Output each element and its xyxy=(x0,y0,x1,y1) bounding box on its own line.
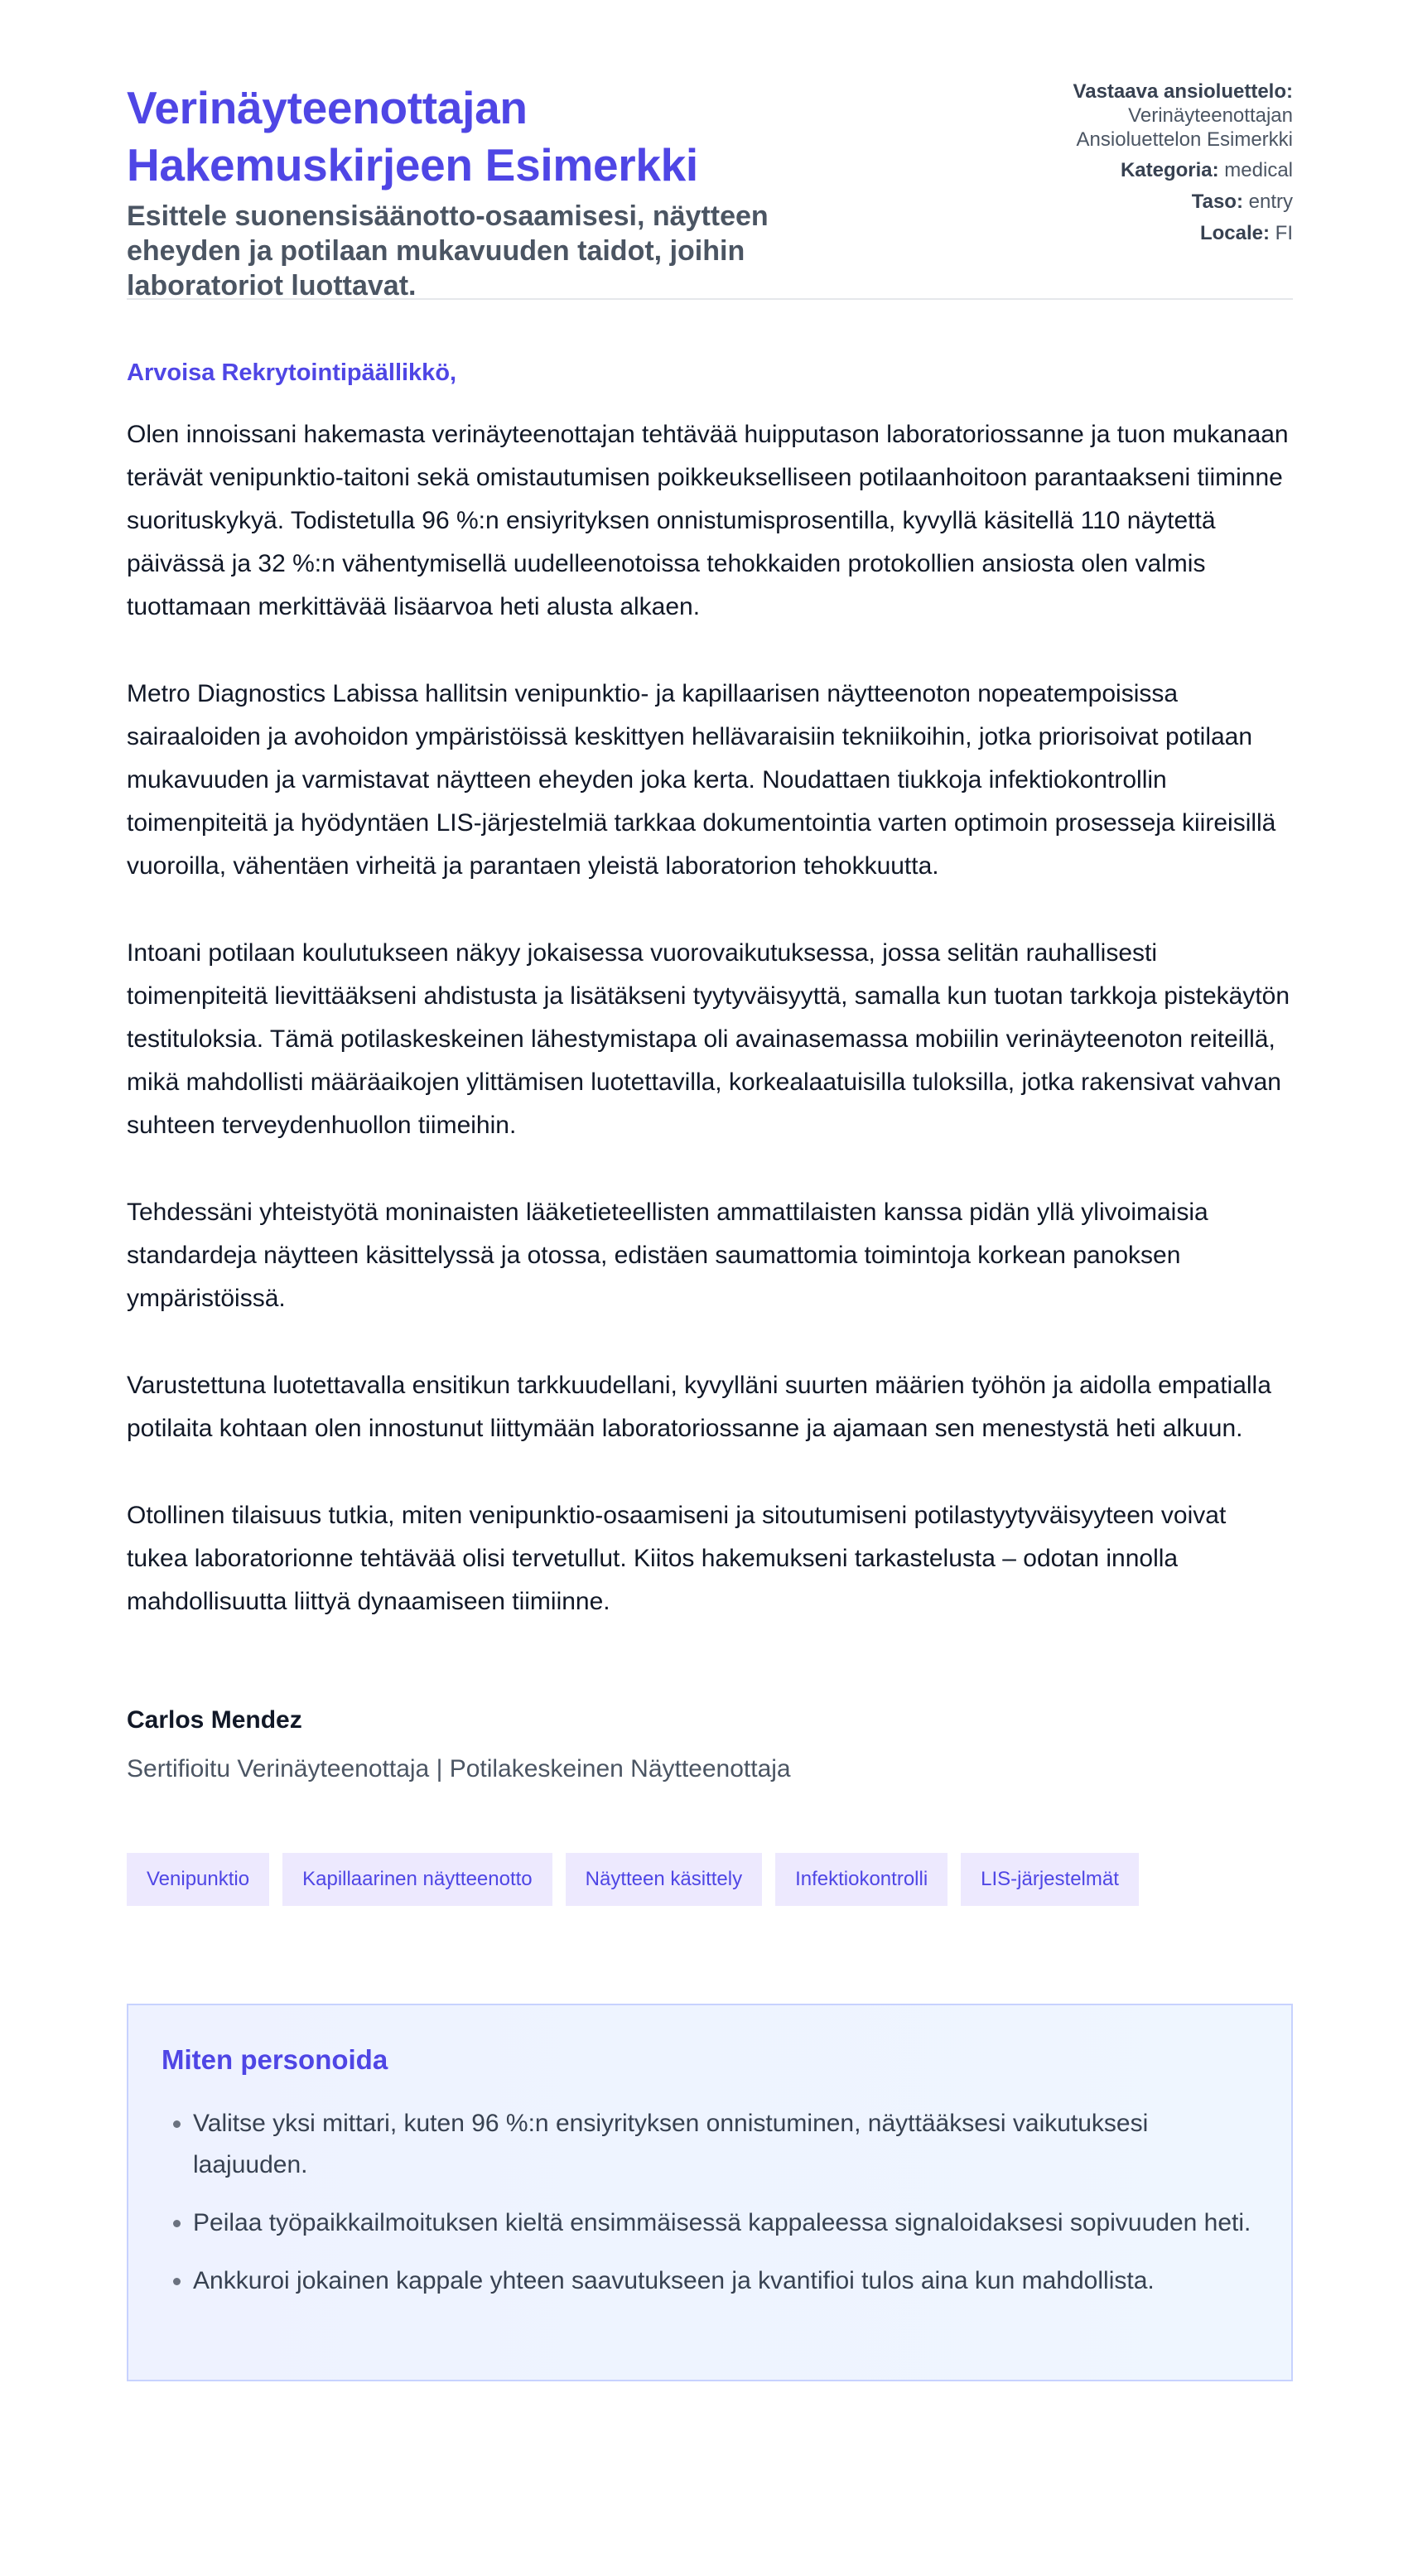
tips-list-item: • Ankkuroi jokainen kappale yhteen saavutukseen ja kvantifioi tulos aina kun mahdollista. xyxy=(193,2260,1258,2302)
meta-level xyxy=(945,189,1293,215)
meta-locale-value: FI xyxy=(1275,222,1293,244)
page-subtitle: Esittele suonensisäänotto-osaamisesi, näytteen eheyden ja potilaan mukavuuden taidot, joihin laboratoriot luottavat. xyxy=(127,200,769,301)
letter-paragraph-3: Intoani potilaan koulutukseen näkyy jokaisessa vuorovaikutuksessa, jossa selitän rauhallisesti toimenpiteitä lievittääkseni ahdistusta ja lisätäkseni tyytyväisyyttä, samalla kun tuotan tarkkoja pistekäytön testituloksia. Tämä potilaskeskeinen lähestymistapa oli avainasemassa mobiilin verinäyteenoton reiteillä, mikä mahdollisti määräaikojen ylittämisen luotettavilla, korkealaatuisilla tuloksilla, jotka rakensivat vahvan suhteen terveydenhuollon tiimeihin. xyxy=(127,939,1290,1139)
letter-paragraph-1: Olen innoissani hakemasta verinäyteenottajan tehtävää huipputason laboratoriossanne ja tuon mukanaan terävät venipunktio-taitoni sekä omistautumisen poikkeukselliseen potilaanhoitoon parantaakseni tiiminne suorituskykyä. Todistetulla 96 %:n ensiyrityksen onnistumisprosentilla, kyvyllä käsitellä 110 näytettä päivässä ja 32 %:n vähentymisellä uudelleenotoissa tehokkaiden protokollien ansiosta olen valmis tuottamaan merkittävää lisäarvoa heti alusta alkaen. xyxy=(127,421,1289,620)
letter-paragraph-4: Tehdessäni yhteistyötä moninaisten lääketieteellisten ammattilaisten kanssa pidän yllä ylivoimaisia standardeja näytteen käsittelyssä ja otossa, edistäen saumattomia toimintoja korkean panoksen ympäristöissä. xyxy=(127,1199,1208,1312)
page-title-line-2: Hakemuskirjeen Esimerkki xyxy=(127,139,698,191)
tips-list-item: • Valitse yksi mittari, kuten 96 %:n ensiyrityksen onnistuminen, näyttääksesi vaikutuksesi laajuuden. xyxy=(193,2103,1258,2186)
skill-tag[interactable]: LIS-järjestelmät xyxy=(961,1853,1139,1906)
skill-tag[interactable]: Infektiokontrolli xyxy=(775,1853,948,1906)
letter-paragraph-2: Metro Diagnostics Labissa hallitsin venipunktio- ja kapillaarisen näytteenoton nopeatempoisissa sairaaloiden ja avohoidon ympäristöissä keskittyen hellävaraisiin tekniikoihin, jotka priorisoivat potilaan mukavuuden ja varmistavat näytteen eheyden joka kerta. Noudattaen tiukkoja infektiokontrollin toimenpiteitä ja hyödyntäen LIS-järjestelmiä tarkkaa dokumentointia varten optimoin prosesseja kiireisillä vuoroilla, vähentäen virheitä ja parantaen yleistä laboratorion tehokkuutta. xyxy=(127,680,1276,880)
cover-letter-page xyxy=(127,80,1293,2381)
meta-level-label: Taso: xyxy=(1191,191,1243,213)
tips-list-item: • Peilaa työpaikkailmoituksen kieltä ensimmäisessä kappaleessa signaloidaksesi sopivuuden heti. xyxy=(193,2202,1258,2244)
letter-greeting: Arvoisa Rekrytointipäällikkö, xyxy=(127,359,457,386)
meta-resume xyxy=(945,80,1293,152)
meta-category xyxy=(945,157,1293,183)
letter-paragraph-6: Otollinen tilaisuus tutkia, miten venipunktio-osaamiseni ja sitoutumiseni potilastyytyväisyyteen voivat tukea laboratorionne tehtävää olisi tervetullut. Kiitos hakemukseni tarkastelusta – odotan innolla mahdollisuutta liittyä dynaamiseen tiimiinne. xyxy=(127,1502,1227,1615)
page-header xyxy=(127,80,1293,301)
meta-resume-value-line-1[interactable]: Verinäyteenottajan xyxy=(1128,104,1293,127)
meta-panel xyxy=(945,80,1293,252)
letter-paragraph-5: Varustettuna luotettavalla ensitikun tarkkuudellani, kyvylläni suurten määrien työhön ja aidolla empatialla potilaita kohtaan olen innostunut liittymään laboratoriossanne ja ajamaan sen menestystä heti alkuun. xyxy=(127,1372,1271,1442)
personalize-tips-box xyxy=(127,2004,1293,2381)
page-title xyxy=(127,80,889,194)
letter-body xyxy=(127,413,1293,1623)
signature-title: Sertifioitu Verinäyteenottaja | Potilakeskeinen Näytteenottaja xyxy=(127,1755,791,1782)
meta-category-label: Kategoria: xyxy=(1120,159,1219,181)
meta-level-value: entry xyxy=(1248,191,1293,213)
meta-resume-label: Vastaava ansioluettelo: xyxy=(1073,80,1293,103)
header-title-block xyxy=(127,80,889,303)
signature-name: Carlos Mendez xyxy=(127,1706,302,1734)
tips-title: Miten personoida xyxy=(162,2044,388,2075)
skill-tags xyxy=(127,1853,1293,1906)
meta-locale xyxy=(945,220,1293,246)
skill-tag[interactable]: Venipunktio xyxy=(127,1853,269,1906)
meta-category-value: medical xyxy=(1224,159,1293,181)
meta-resume-value-line-2[interactable]: Ansioluettelon Esimerkki xyxy=(1076,128,1293,151)
skill-tag[interactable]: Kapillaarinen näytteenotto xyxy=(282,1853,552,1906)
page-title-line-1: Verinäyteenottajan xyxy=(127,82,528,133)
skill-tag[interactable]: Näytteen käsittely xyxy=(566,1853,762,1906)
meta-locale-label: Locale: xyxy=(1199,222,1270,244)
tips-list xyxy=(162,2103,1258,2302)
